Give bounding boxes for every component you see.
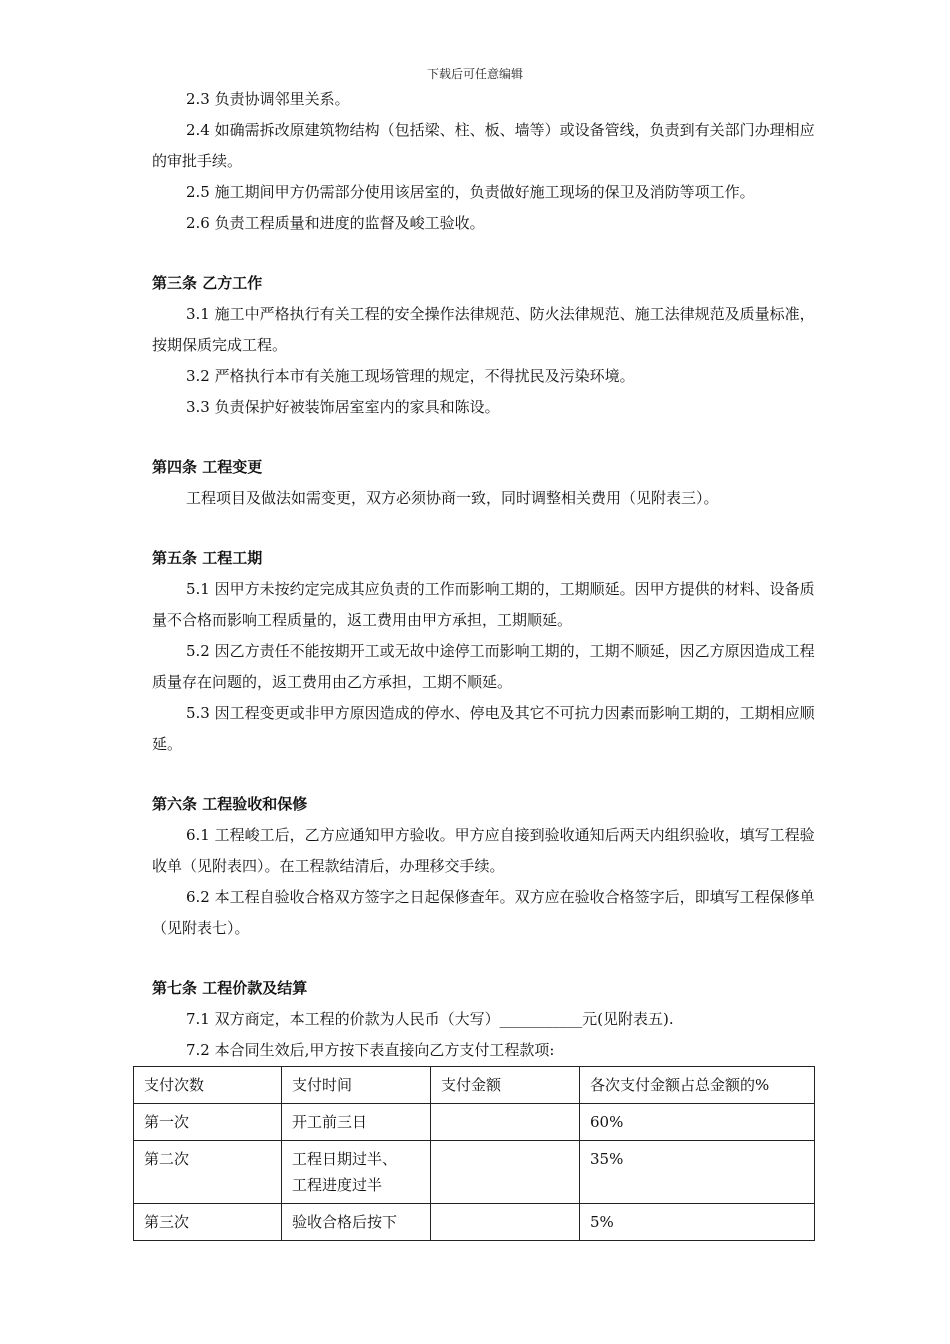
clause-3-1: 3.1 施工中严格执行有关工程的安全操作法律规范、防火法律规范、施工法律规范及质量标准，按期保质完成工程。	[152, 305, 815, 354]
table-cell: 5%	[580, 1204, 815, 1241]
header-note: 下载后可任意编辑	[426, 67, 523, 81]
clause-2-4: 2.4 如确需拆改原建筑物结构（包括梁、柱、板、墙等）或设备管线，负责到有关部门办理相应的审批手续。	[152, 121, 815, 170]
section-party-a-duties	[152, 84, 816, 239]
table-cell: 第二次	[134, 1141, 282, 1204]
table-cell: 第三次	[134, 1204, 282, 1241]
section-5	[152, 543, 816, 760]
clause-4: 工程项目及做法如需变更，双方必须协商一致，同时调整相关费用（见附表三）。	[186, 489, 719, 507]
clause-2-6: 2.6 负责工程质量和进度的监督及峻工验收。	[186, 214, 485, 232]
table-cell: 第一次	[134, 1104, 282, 1141]
section-heading: 第六条 工程验收和保修	[152, 795, 308, 813]
clause-6-2: 6.2 本工程自验收合格双方签字之日起保修查年。双方应在验收合格签字后，即填写工程保修单（见附表七）。	[152, 888, 815, 937]
header-cell: 各次支付金额占总金额的%	[580, 1067, 815, 1104]
clause-7-2: 7.2 本合同生效后,甲方按下表直接向乙方支付工程款项:	[186, 1041, 555, 1059]
section-7	[152, 973, 816, 1066]
section-6	[152, 789, 816, 944]
table-cell	[431, 1141, 580, 1204]
table-cell: 工程日期过半、 工程进度过半	[282, 1141, 431, 1204]
clause-6-1: 6.1 工程峻工后，乙方应通知甲方验收。甲方应自接到验收通知后两天内组织验收，填写工程验收单（见附表四）。在工程款结清后，办理移交手续。	[152, 826, 815, 875]
table-row	[134, 1204, 815, 1241]
table-row	[134, 1141, 815, 1204]
contract-body	[152, 84, 816, 1066]
table-cell: 60%	[580, 1104, 815, 1141]
header-cell: 支付时间	[282, 1067, 431, 1104]
section-heading: 第四条 工程变更	[152, 458, 263, 476]
section-heading: 第五条 工程工期	[152, 549, 263, 567]
clause-3-3: 3.3 负责保护好被装饰居室室内的家具和陈设。	[186, 398, 500, 416]
table-header-row	[134, 1067, 815, 1104]
table-cell: 35%	[580, 1141, 815, 1204]
section-4	[152, 452, 816, 514]
clause-2-3: 2.3 负责协调邻里关系。	[186, 90, 350, 108]
table-cell: 开工前三日	[282, 1104, 431, 1141]
payment-schedule-table	[133, 1066, 815, 1241]
section-heading: 第三条 乙方工作	[152, 274, 263, 292]
clause-7-1: 7.1 双方商定，本工程的价款为人民币（大写）___________元(见附表五).	[186, 1010, 674, 1028]
header-cell: 支付次数	[134, 1067, 282, 1104]
clause-5-1: 5.1 因甲方未按约定完成其应负责的工作而影响工期的，工期顺延。因甲方提供的材料、设备质量不合格而影响工程质量的，返工费用由甲方承担，工期顺延。	[152, 580, 815, 629]
header-cell: 支付金额	[431, 1067, 580, 1104]
section-heading: 第七条 工程价款及结算	[152, 979, 308, 997]
table-cell	[431, 1204, 580, 1241]
clause-5-2: 5.2 因乙方责任不能按期开工或无故中途停工而影响工期的，工期不顺延，因乙方原因造成工程质量存在问题的，返工费用由乙方承担，工期不顺延。	[152, 642, 815, 691]
clause-5-3: 5.3 因工程变更或非甲方原因造成的停水、停电及其它不可抗力因素而影响工期的，工期相应顺延。	[152, 704, 815, 753]
clause-2-5: 2.5 施工期间甲方仍需部分使用该居室的，负责做好施工现场的保卫及消防等项工作。	[186, 183, 755, 201]
section-3	[152, 268, 816, 423]
table-row	[134, 1104, 815, 1141]
table-cell	[431, 1104, 580, 1141]
table-cell: 验收合格后按下	[282, 1204, 431, 1241]
clause-3-2: 3.2 严格执行本市有关施工现场管理的规定，不得扰民及污染环境。	[186, 367, 635, 385]
